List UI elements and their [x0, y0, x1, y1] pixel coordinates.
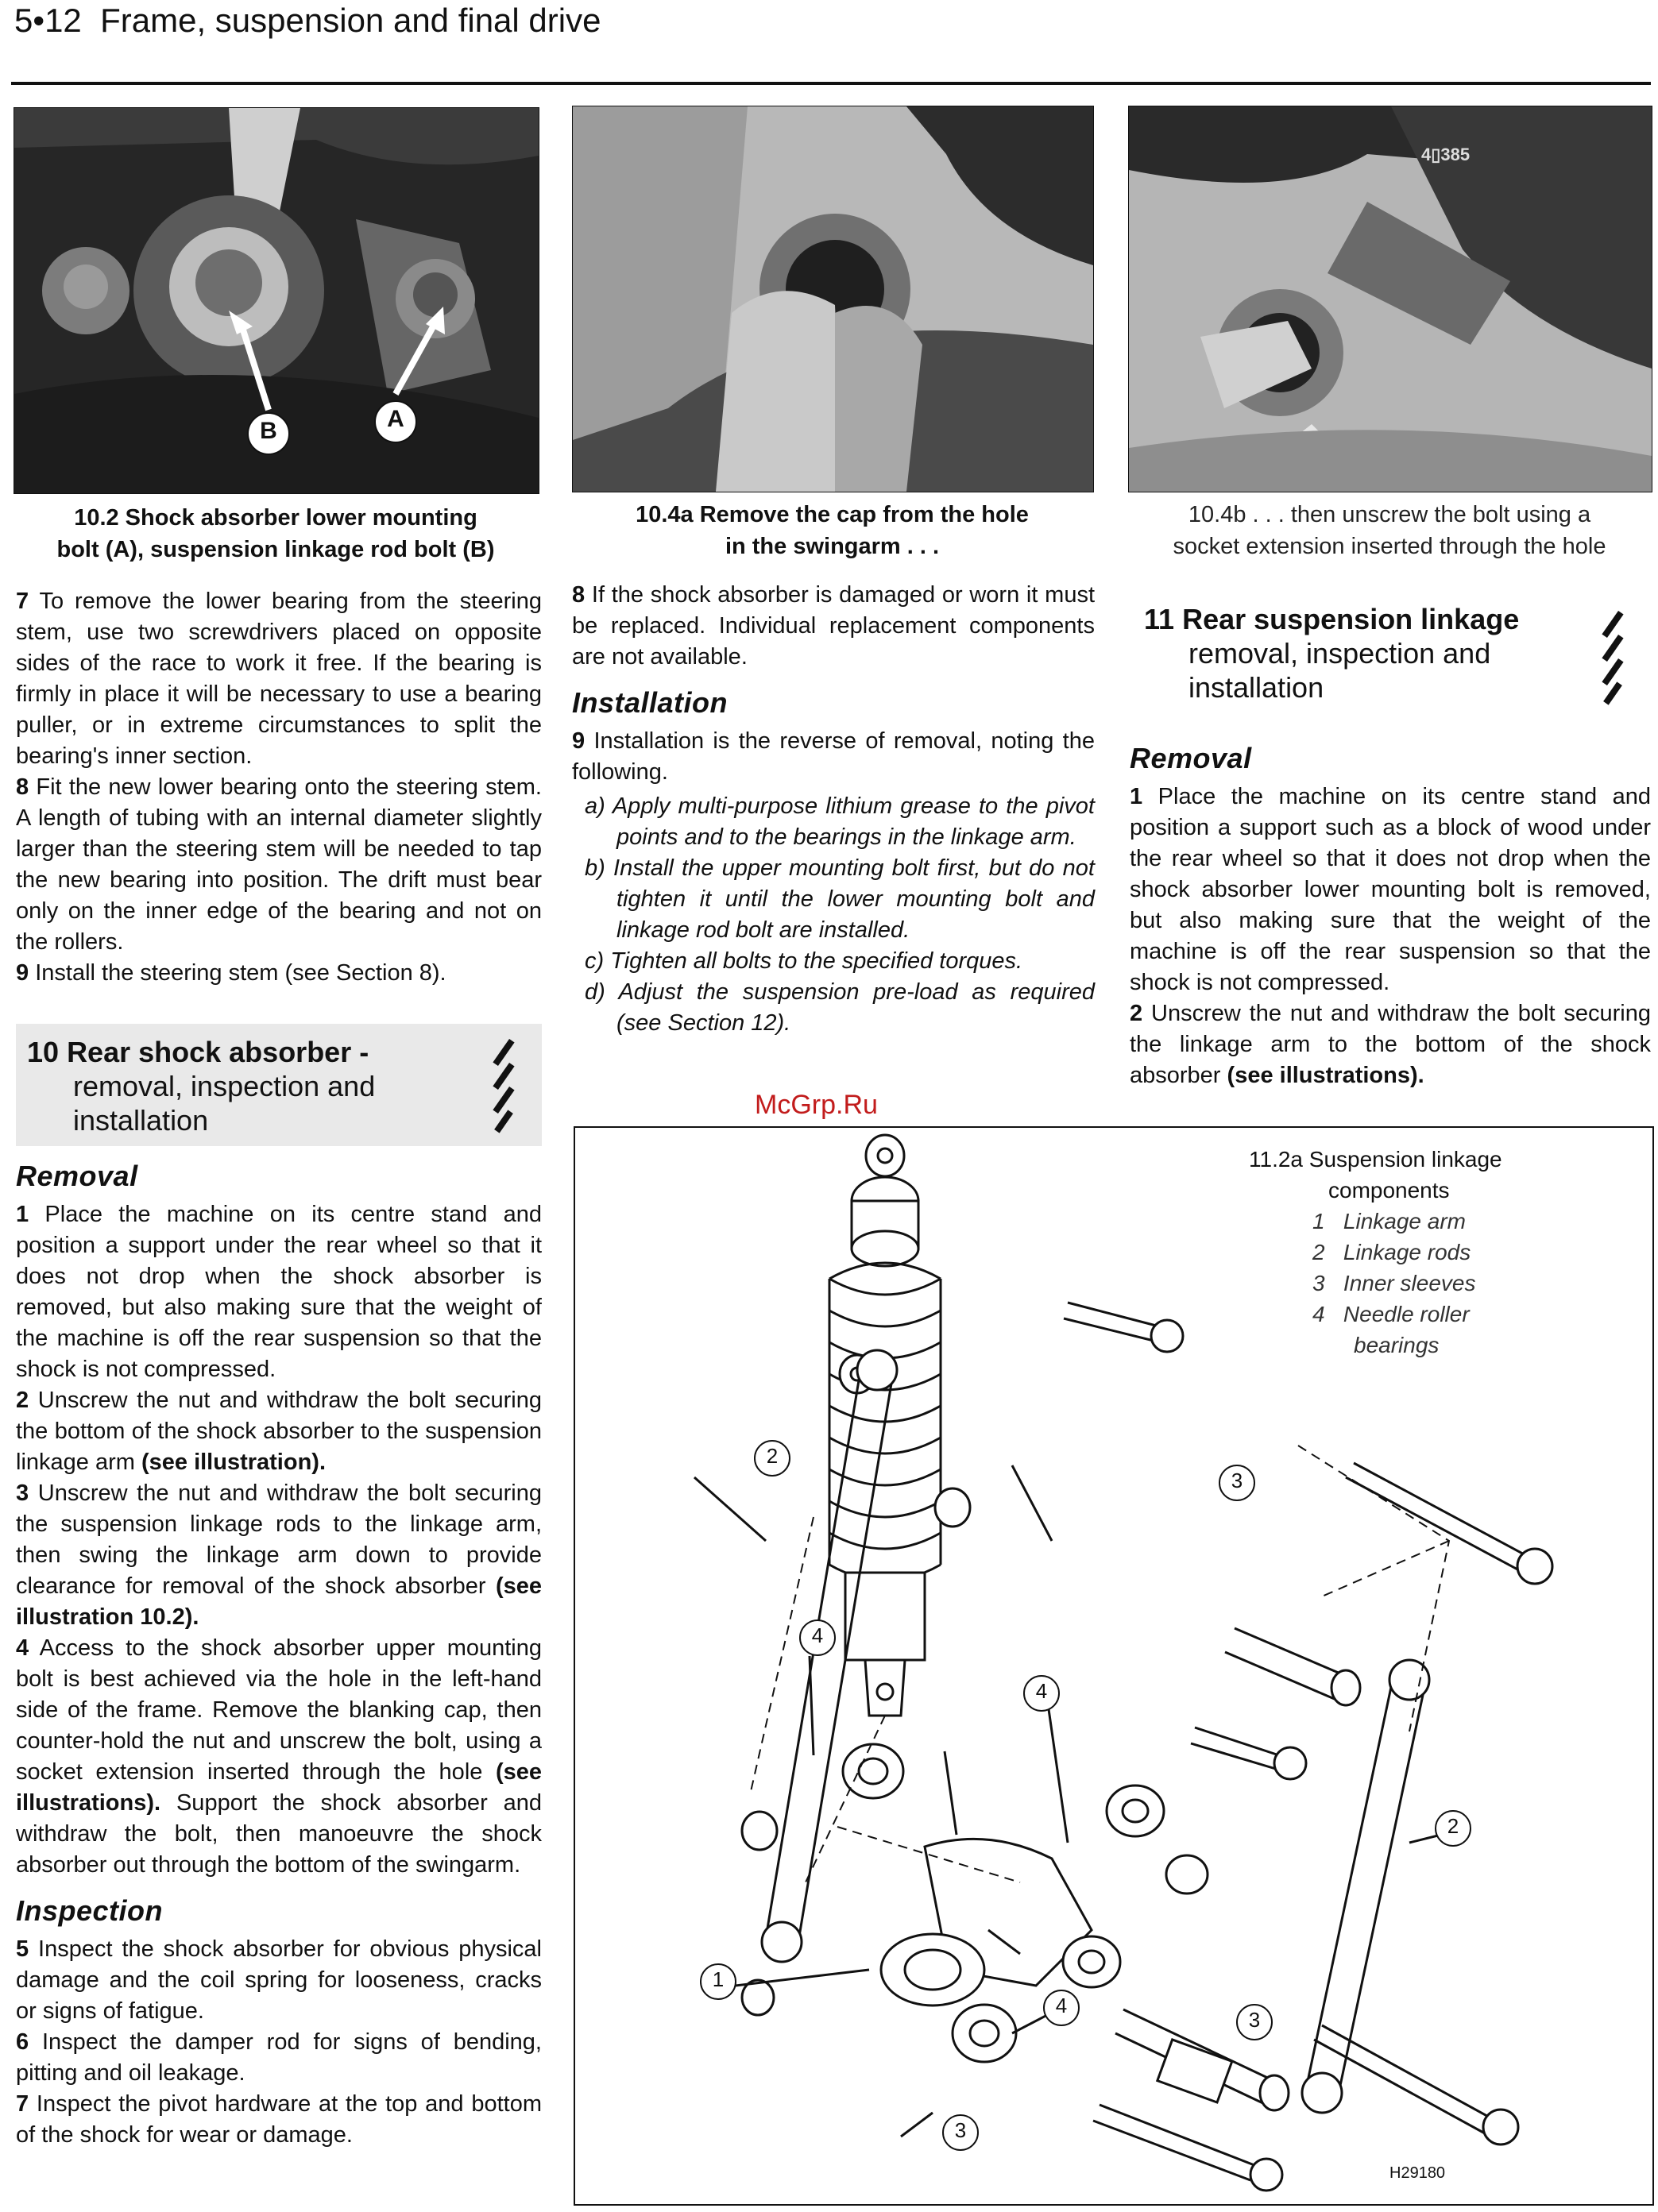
note-b: b) Install the upper mounting bolt first, but do not tighten it until the lower mounting bolt and linkage rod bolt are installed.	[585, 855, 1095, 943]
diagram-legend	[1249, 1144, 1630, 1361]
section-10-title-line2: removal, inspection and	[73, 1070, 376, 1102]
caption-10-2	[14, 502, 538, 566]
removal-step-4: 4 Access to the shock absorber upper mounting bolt is best achieved via the hole in the left-hand side of the frame. Remove the blanking cap, then counter-hold the nut and unscrew the bolt, using a socket extension inserted through the hole (see illustrations). Support the shock absorber and withdraw the bolt, then manoeuvre the shock absorber out through the bottom of the swingarm.	[16, 1635, 542, 1878]
legend-item-3: 3 Inner sleeves	[1312, 1271, 1476, 1295]
paragraph-9-col2: 9 Installation is the reverse of removal, noting the following.	[572, 728, 1095, 785]
difficulty-spanner-icon	[1598, 602, 1646, 713]
inspection-step-6: 6 Inspect the damper rod for signs of bending, pitting and oil leakage.	[16, 2029, 542, 2086]
note-d: d) Adjust the suspension pre-load as required (see Section 12).	[585, 979, 1096, 1036]
callout-4-upper: 4	[1035, 1679, 1048, 1703]
diagram-ref-code: H29180	[1389, 2164, 1446, 2182]
watermark: McGrp.Ru	[755, 1090, 878, 1120]
callout-4-left: 4	[811, 1623, 824, 1647]
callout-1: 1	[712, 1967, 725, 1991]
column-3	[1130, 743, 1651, 1091]
photo-10-4a-image	[573, 106, 1093, 492]
caption-10-2-line1: 10.2 Shock absorber lower mounting	[74, 505, 477, 531]
section-11-title-line3: installation	[1188, 671, 1324, 704]
removal-11-step-1: 1 Place the machine on its centre stand and position a support such as a block of wood under the rear wheel so that it does not drop when the shock absorber lower mounting bolt is removed, but also making sure that the weight of the machine is off the rear suspension so that the shock is not compressed.	[1130, 784, 1651, 995]
photo-label-b: B	[260, 418, 277, 444]
diagram-title-line2: components	[1328, 1178, 1450, 1203]
column-2	[572, 580, 1095, 1039]
inspection-heading: Inspection	[16, 1894, 164, 1927]
callout-4-lower: 4	[1055, 1994, 1068, 2017]
note-c: c) Tighten all bolts to the specified torques.	[585, 948, 1023, 974]
installation-heading: Installation	[572, 686, 729, 719]
inspection-step-7: 7 Inspect the pivot hardware at the top and bottom of the shock for wear or damage.	[16, 2091, 542, 2148]
caption-10-2-line2: bolt (A), suspension linkage rod bolt (B)	[56, 537, 495, 562]
diagram-title-line1: 11.2a Suspension linkage	[1249, 1147, 1502, 1172]
removal-heading-11: Removal	[1130, 742, 1252, 774]
legend-item-2: 2 Linkage rods	[1312, 1240, 1471, 1264]
removal-step-2: 2 Unscrew the nut and withdraw the bolt securing the bottom of the shock absorber to the suspension linkage arm (see illustration).	[16, 1388, 543, 1475]
callout-3-middle: 3	[1248, 2008, 1261, 2032]
column-1	[16, 586, 542, 2151]
section-10-number: 10	[27, 1036, 60, 1068]
legend-item-4-cont: bearings	[1354, 1333, 1440, 1357]
photo-10-2	[14, 107, 539, 494]
page-header	[14, 2, 601, 40]
callout-3-top: 3	[1231, 1469, 1243, 1492]
paragraph-9: 9 Install the steering stem (see Section 8).	[16, 960, 446, 986]
legend-item-4: 4 Needle roller	[1312, 1302, 1470, 1326]
removal-11-step-2: 2 Unscrew the nut and withdraw the bolt securing the linkage arm to the bottom of the shock absorber (see illustrations).	[1130, 1001, 1652, 1088]
caption-10-4b-line2: socket extension inserted through the hole	[1173, 534, 1606, 559]
caption-10-4b-line1: 10.4b . . . then unscrew the bolt using a	[1188, 502, 1591, 527]
callout-2-left: 2	[766, 1444, 779, 1468]
inspection-step-5: 5 Inspect the shock absorber for obvious physical damage and the coil spring for looseness, cracks or signs of fatigue.	[16, 1936, 542, 2024]
photo-10-4a	[572, 106, 1094, 492]
section-10-heading	[16, 1024, 542, 1146]
photo-stamp: 4▯385	[1421, 145, 1471, 164]
section-11-title-line1: Rear suspension linkage	[1182, 603, 1520, 635]
caption-10-4a	[572, 499, 1092, 562]
legend-item-1: 1 Linkage arm	[1312, 1209, 1467, 1233]
paragraph-8-col2: 8 If the shock absorber is damaged or worn it must be replaced. Individual replacement components are not available.	[572, 582, 1096, 670]
page-number: 5•12	[14, 2, 82, 39]
caption-10-4a-line2: in the swingarm . . .	[725, 534, 940, 559]
section-11-title-line2: removal, inspection and	[1188, 637, 1491, 670]
suspension-linkage-diagram	[574, 1126, 1654, 2206]
callout-3-bottom: 3	[954, 2118, 967, 2142]
callout-2-right: 2	[1447, 1814, 1459, 1838]
paragraph-7: 7 To remove the lower bearing from the steering stem, use two screwdrivers placed on opposite sides of the race to work it free. If the bearing is firmly in place it will be necessary to use a bearing puller, or in extreme circumstances to split the bearing's inner section.	[16, 589, 542, 769]
page-title: Frame, suspension and final drive	[100, 2, 601, 39]
section-10-title-line1: Rear shock absorber -	[67, 1036, 369, 1068]
header-rule	[11, 82, 1651, 85]
photo-label-a: A	[387, 406, 404, 432]
section-11-number: 11	[1144, 603, 1175, 635]
note-a: a) Apply multi-purpose lithium grease to the pivot points and to the bearings in the linkage arm.	[585, 793, 1095, 850]
caption-10-4a-line1: 10.4a Remove the cap from the hole	[636, 502, 1029, 527]
section-11-heading	[1144, 602, 1646, 721]
difficulty-spanner-icon	[489, 1030, 537, 1141]
photo-10-4b	[1128, 106, 1652, 492]
installation-notes-list	[585, 791, 1095, 1039]
removal-heading-10: Removal	[16, 1160, 138, 1192]
caption-10-4b	[1128, 499, 1651, 562]
section-10-title-line3: installation	[73, 1104, 209, 1137]
photo-10-4b-image	[1129, 106, 1652, 492]
removal-step-3: 3 Unscrew the nut and withdraw the bolt securing the suspension linkage rods to the linkage arm, then swing the linkage arm down to provide clearance for removal of the shock absorber (see illustration 10.2).	[16, 1480, 543, 1630]
paragraph-8: 8 Fit the new lower bearing onto the steering stem. A length of tubing with an internal diameter slightly larger than the steering stem will be needed to tap the new bearing into position. The drift must bear only on the inner edge of the bearing and not on the rollers.	[16, 774, 542, 955]
removal-step-1: 1 Place the machine on its centre stand and position a support under the rear wheel so that it does not drop when the shock absorber is removed, but also making sure that the weight of the machine is off the rear suspension so that the shock is not compressed.	[16, 1202, 542, 1382]
